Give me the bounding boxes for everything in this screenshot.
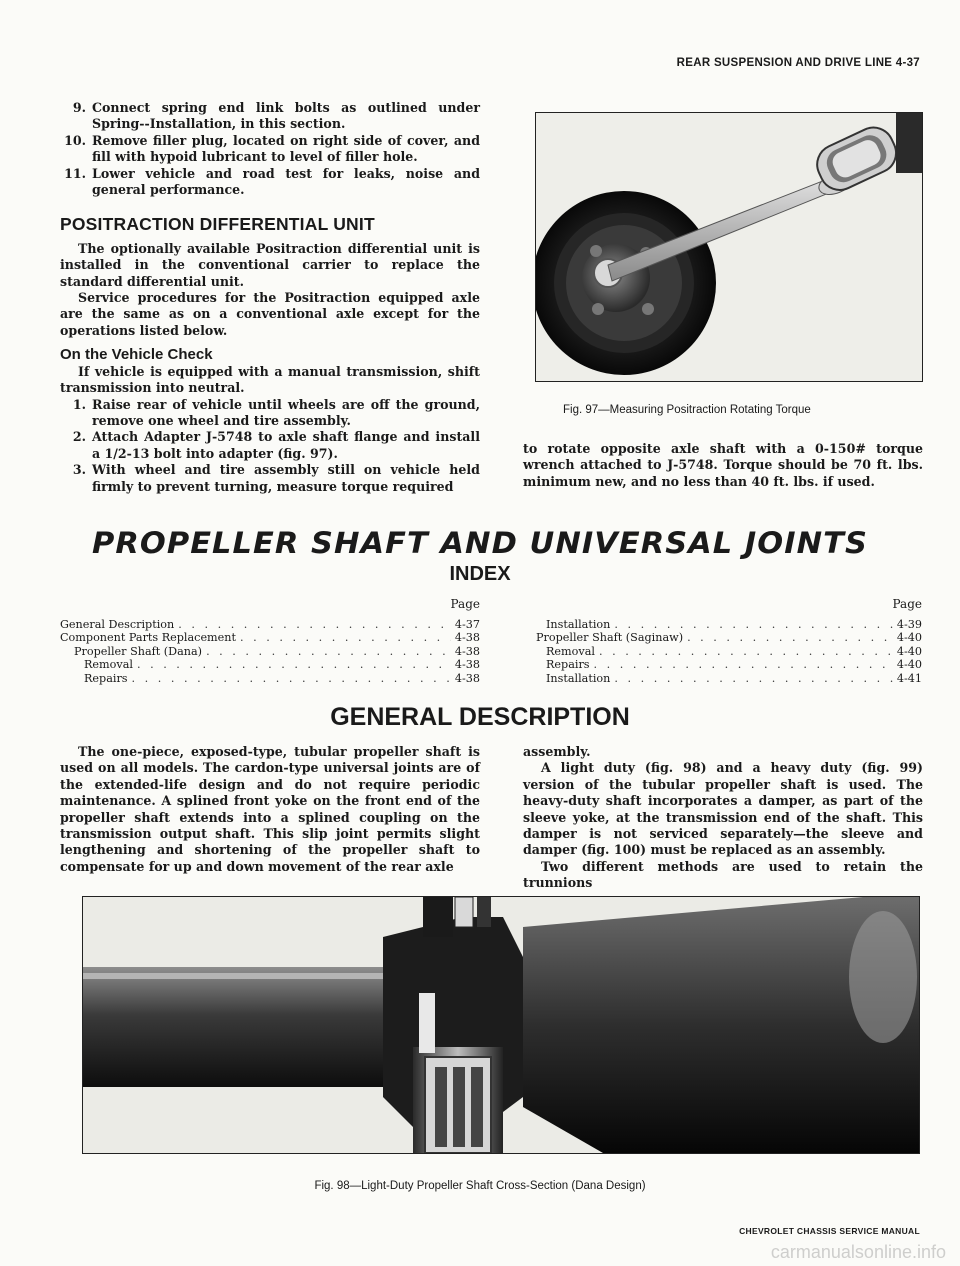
step-item	[60, 429, 480, 462]
index-entry-label: Propeller Shaft (Saginaw)	[536, 631, 684, 645]
positraction-paragraph-1: The optionally available Positraction differential unit is installed in the conventional carrier to replace the standard differential unit.	[60, 240, 480, 289]
index-entry-label: Repairs	[84, 671, 128, 685]
index-entry	[60, 631, 480, 645]
index-entry-page: 4-40	[896, 658, 922, 672]
fig97-caption: Fig. 97—Measuring Positraction Rotating Torque	[563, 404, 811, 416]
left-column	[60, 100, 480, 495]
step-item	[60, 397, 480, 430]
index-entry-label: Installation	[546, 617, 611, 631]
step-item	[60, 100, 480, 133]
step-item	[60, 462, 480, 495]
step-text: Raise rear of vehicle until wheels are off the ground, remove one wheel and tire assembly.	[92, 396, 480, 428]
step-text: Attach Adapter J-5748 to axle shaft flange and install a 1/2-13 bolt into adapter (fig. 97).	[92, 429, 480, 461]
index-entry	[60, 645, 480, 659]
step-number: 9.	[72, 100, 86, 115]
general-description-right-p1: A light duty (fig. 98) and a heavy duty (fig. 99) version of the tubular propeller shaft is used. The heavy-duty shaft incorporates a damper, as part of the sleeve yoke, at the transmission end of the shaft. This damper is not serviced separately—the sleeve and damper (fig. 100) must be replaced as an assembly.	[523, 760, 923, 858]
step-number: 1.	[72, 396, 86, 412]
index-entry	[522, 631, 922, 645]
index-entry-label: Component Parts Replacement	[60, 631, 236, 645]
index-entry-page: 4-38	[454, 644, 480, 658]
vehicle-check-intro: If vehicle is equipped with a manual transmission, shift transmission into neutral.	[60, 363, 480, 396]
index-entry	[522, 618, 922, 632]
index-leader-dots	[178, 618, 451, 632]
index-entry-label: Removal	[546, 644, 595, 658]
index-entry-page: 4-37	[454, 617, 480, 631]
general-description-right-p2: Two different methods are used to retain the trunnions	[523, 858, 923, 891]
index-leader-dots	[687, 631, 893, 645]
page-header: REAR SUSPENSION AND DRIVE LINE 4-37	[676, 57, 920, 69]
index-entry-page: 4-38	[454, 658, 480, 672]
index-entry-label: Removal	[84, 658, 133, 672]
step-text: With wheel and tire assembly still on vehicle held firmly to prevent turning, measure torque required	[92, 462, 480, 494]
index-entry-page: 4-38	[454, 631, 480, 645]
general-description-left: The one-piece, exposed-type, tubular propeller shaft is used on all models. The cardon-type universal joints are of the extended-life design and do not require periodic maintenance. A splined front yoke on the front end of the propeller shaft extends into a splined coupling on the transmission output shaft. This slip joint permits slight lengthening and shortening of the propeller shaft to compensate for up and down movement of the rear axle	[60, 744, 480, 874]
step-item	[60, 133, 480, 166]
index-leader-dots	[614, 618, 892, 632]
index-page-label-right: Page	[892, 597, 922, 611]
index-entry-page: 4-39	[896, 617, 922, 631]
fig97-image	[535, 112, 923, 382]
fig98-image	[82, 896, 920, 1154]
step-text: Lower vehicle and road test for leaks, noise and general performance.	[92, 165, 480, 198]
vehicle-check-steps	[60, 397, 480, 495]
index-entry-label: Installation	[546, 671, 611, 685]
index-leader-dots	[614, 672, 892, 686]
vehicle-check-heading: On the Vehicle Check	[60, 346, 213, 364]
general-description-right	[523, 744, 923, 892]
index-leader-dots	[137, 658, 451, 672]
index-leader-dots	[240, 631, 451, 645]
step-number: 10.	[64, 132, 86, 148]
index-entry-label: General Description	[60, 617, 175, 631]
index-entry-page: 4-38	[454, 671, 480, 685]
page-footer: CHEVROLET CHASSIS SERVICE MANUAL	[739, 1226, 920, 1236]
index-entry-label: Propeller Shaft (Dana)	[74, 644, 203, 658]
general-description-title: GENERAL DESCRIPTION	[330, 703, 630, 731]
index-entry	[60, 618, 480, 632]
index-entry-label: Repairs	[546, 658, 590, 672]
index-entry	[522, 658, 922, 672]
index-title: INDEX	[449, 563, 511, 585]
index-leader-dots	[206, 645, 451, 659]
step-number: 3.	[72, 462, 86, 478]
general-description-right-p0: assembly.	[523, 744, 591, 759]
index-entry	[522, 645, 922, 659]
steps-list-top	[60, 100, 480, 198]
index-entry	[522, 672, 922, 686]
step-number: 11.	[64, 165, 86, 181]
positraction-paragraph-2: Service procedures for the Positraction equipped axle are the same as on a conventional axle except for the operations listed below.	[60, 290, 480, 338]
index-right	[522, 598, 922, 686]
fig98-caption: Fig. 98—Light-Duty Propeller Shaft Cross-Section (Dana Design)	[314, 1180, 646, 1192]
index-page-label-left: Page	[450, 597, 480, 611]
positraction-heading: POSITRACTION DIFFERENTIAL UNIT	[60, 214, 375, 235]
index-entry-page: 4-40	[896, 631, 922, 645]
index-leader-dots	[599, 645, 893, 659]
index-left	[60, 598, 480, 686]
step-text: Connect spring end link bolts as outlined under Spring--Installation, in this section.	[92, 100, 480, 132]
section-title: PROPELLER SHAFT AND UNIVERSAL JOINTS	[92, 526, 868, 560]
watermark: carmanualsonline.info	[770, 1242, 946, 1262]
index-leader-dots	[594, 658, 893, 672]
fig97-continuation-text: to rotate opposite axle shaft with a 0-150# torque wrench attached to J-5748. Torque should be 70 ft. lbs. minimum new, and no less than 40 ft. lbs. if used.	[523, 441, 923, 489]
step-text: Remove filler plug, located on right side of cover, and fill with hypoid lubricant to level of filler hole.	[92, 132, 480, 165]
index-entry-page: 4-41	[896, 671, 922, 685]
index-entry	[60, 658, 480, 672]
index-leader-dots	[132, 672, 451, 686]
index-entry	[60, 672, 480, 686]
step-item	[60, 166, 480, 199]
index-entry-page: 4-40	[896, 644, 922, 658]
step-number: 2.	[72, 429, 86, 445]
